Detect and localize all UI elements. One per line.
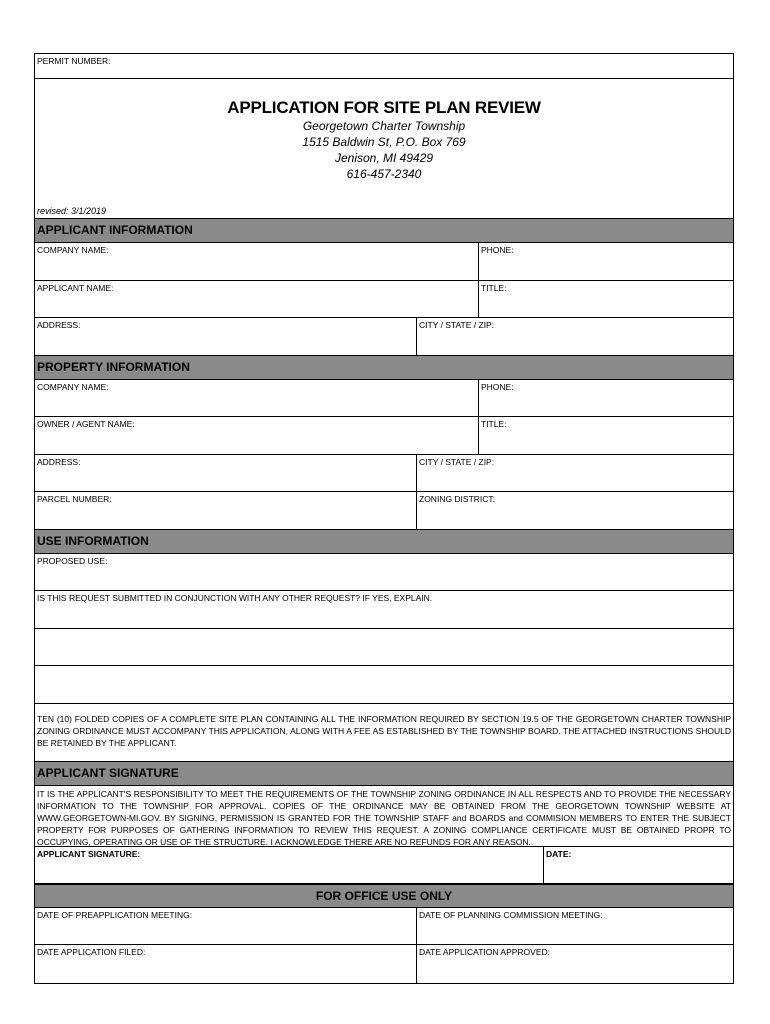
office-row-2 bbox=[35, 945, 733, 983]
property-section-heading: PROPERTY INFORMATION bbox=[35, 356, 733, 380]
use-row-2 bbox=[35, 591, 733, 629]
signature-section-heading: APPLICANT SIGNATURE bbox=[35, 762, 733, 786]
preapplication-meeting-field[interactable] bbox=[35, 908, 416, 945]
applicant-title-label: TITLE: bbox=[481, 282, 507, 293]
conjunction-request-field[interactable] bbox=[35, 591, 733, 628]
form-header bbox=[35, 98, 733, 219]
property-address-label: ADDRESS: bbox=[37, 456, 81, 467]
applicant-row-3 bbox=[35, 318, 733, 356]
permit-row bbox=[35, 54, 733, 79]
applicant-city-field[interactable] bbox=[416, 318, 733, 355]
parcel-number-label: PARCEL NUMBER: bbox=[37, 494, 112, 504]
signature-date-field[interactable] bbox=[543, 847, 733, 883]
applicant-company-field[interactable] bbox=[35, 243, 478, 280]
signature-row bbox=[35, 846, 733, 884]
zoning-district-label: ZONING DISTRICT: bbox=[419, 494, 496, 504]
property-row-2 bbox=[35, 417, 733, 455]
site-plan-notice: TEN (10) FOLDED COPIES OF A COMPLETE SITE PLAN CONTAINING ALL THE INFORMATION REQUIRED BY SECTION 19.5 OF THE GEORGETOWN CHARTER TOWNSHIP ZONING ORDINANCE MUST ACCOMPANY THIS APPLICATION, ALONG WITH A FEE AS ESTABLISHED BY THE TOWNSHIP BOARD. THE ATTACHED INSTRUCTIONS SHOULD BE RETAINED BY THE APPLICANT. bbox=[35, 704, 733, 762]
applicant-city-label: CITY / STATE / ZIP: bbox=[419, 320, 495, 330]
preapplication-meeting-label: DATE OF PREAPPLICATION MEETING: bbox=[37, 909, 193, 920]
use-row-4 bbox=[35, 666, 733, 704]
applicant-company-label: COMPANY NAME: bbox=[37, 245, 109, 255]
property-row-3 bbox=[35, 455, 733, 493]
date-filed-label: DATE APPLICATION FILED: bbox=[37, 947, 146, 957]
revised-date: revised: 3/1/2019 bbox=[37, 206, 107, 216]
township-city: Jenison, MI 49429 bbox=[334, 151, 434, 165]
permit-number-label: PERMIT NUMBER: bbox=[37, 56, 111, 66]
explanation-line-1[interactable] bbox=[35, 629, 733, 666]
signature-date-label: DATE: bbox=[546, 848, 572, 859]
date-filed-field[interactable] bbox=[35, 945, 416, 983]
township-phone: 616-457-2340 bbox=[346, 167, 422, 181]
office-section-heading: FOR OFFICE USE ONLY bbox=[35, 884, 733, 908]
property-city-field[interactable] bbox=[416, 455, 733, 492]
property-title-field[interactable] bbox=[478, 417, 733, 454]
explanation-line-2[interactable] bbox=[35, 666, 733, 703]
applicant-signature-field[interactable] bbox=[35, 847, 543, 883]
permit-number-field[interactable] bbox=[35, 54, 733, 78]
property-company-field[interactable] bbox=[35, 380, 478, 417]
office-row-1 bbox=[35, 908, 733, 946]
township-street: 1515 Baldwin St, P.O. Box 769 bbox=[302, 135, 466, 149]
property-row-1 bbox=[35, 380, 733, 418]
applicant-address-label: ADDRESS: bbox=[37, 320, 81, 330]
property-phone-field[interactable] bbox=[478, 380, 733, 417]
property-phone-label: PHONE: bbox=[481, 381, 514, 392]
applicant-row-2 bbox=[35, 281, 733, 319]
responsibility-statement: IT IS THE APPLICANT'S RESPONSIBILITY TO MEET THE REQUIREMENTS OF THE TOWNSHIP ZONING ORDINANCE IN ALL RESPECTS AND TO PROVIDE THE NECESSARY INFORMATION TO THE TOWNSHIP FOR APPROVAL. COPIES OF THE ORDINANCE MAY BE OBTAINED FROM THE GEORGETOWN TOWNSHIP WEBSITE AT WWW.GEORGETOWN-MI.GOV. BY SIGNING, PERMISSION IS GRANTED FOR THE TOWNSHIP STAFF and BOARDS and COMMISION MEMBERS TO ENTER THE SUBJECT PROPERTY FOR PURPOSES OF GATHERING INFORMATION TO REVIEW THIS REQUEST. A ZONING COMPLIANCE CERTIFICATE MUST BE OBTAINED PROPR TO OCCUPYING, OPERATING OR USE OF THE STRUCTURE. I ACKNOWLEDGE THERE ARE NO REFUNDS FOR ANY REASON. bbox=[37, 788, 731, 847]
applicant-name-field[interactable] bbox=[35, 281, 478, 318]
date-approved-label: DATE APPLICATION APPROVED: bbox=[419, 947, 550, 957]
use-row-3 bbox=[35, 629, 733, 667]
owner-agent-field[interactable] bbox=[35, 417, 478, 454]
site-plan-form bbox=[34, 53, 734, 984]
property-city-label: CITY / STATE / ZIP: bbox=[419, 456, 495, 467]
conjunction-request-label: IS THIS REQUEST SUBMITTED IN CONJUNCTION WITH ANY OTHER REQUEST? IF YES, EXPLAIN. bbox=[37, 593, 433, 603]
applicant-section-heading: APPLICANT INFORMATION bbox=[35, 219, 733, 243]
property-address-field[interactable] bbox=[35, 455, 416, 492]
applicant-address-field[interactable] bbox=[35, 318, 416, 355]
parcel-number-field[interactable] bbox=[35, 492, 416, 529]
date-approved-field[interactable] bbox=[416, 945, 733, 983]
applicant-title-field[interactable] bbox=[478, 281, 733, 318]
property-row-4 bbox=[35, 492, 733, 530]
planning-commission-meeting-field[interactable] bbox=[416, 908, 733, 945]
property-title-label: TITLE: bbox=[481, 419, 507, 429]
applicant-name-label: APPLICANT NAME: bbox=[37, 282, 114, 293]
applicant-signature-label: APPLICANT SIGNATURE: bbox=[37, 848, 141, 859]
township-name: Georgetown Charter Township bbox=[302, 119, 466, 133]
applicant-row-1 bbox=[35, 243, 733, 281]
applicant-phone-label: PHONE: bbox=[481, 245, 514, 255]
use-section-heading: USE INFORMATION bbox=[35, 530, 733, 554]
planning-commission-meeting-label: DATE OF PLANNING COMMISSION MEETING: bbox=[419, 909, 603, 920]
proposed-use-label: PROPOSED USE: bbox=[37, 555, 108, 566]
proposed-use-field[interactable] bbox=[35, 554, 733, 591]
owner-agent-label: OWNER / AGENT NAME: bbox=[37, 419, 135, 429]
applicant-phone-field[interactable] bbox=[478, 243, 733, 280]
property-company-label: COMPANY NAME: bbox=[37, 381, 109, 392]
use-row-1 bbox=[35, 554, 733, 592]
form-title: APPLICATION FOR SITE PLAN REVIEW bbox=[227, 98, 541, 117]
zoning-district-field[interactable] bbox=[416, 492, 733, 529]
